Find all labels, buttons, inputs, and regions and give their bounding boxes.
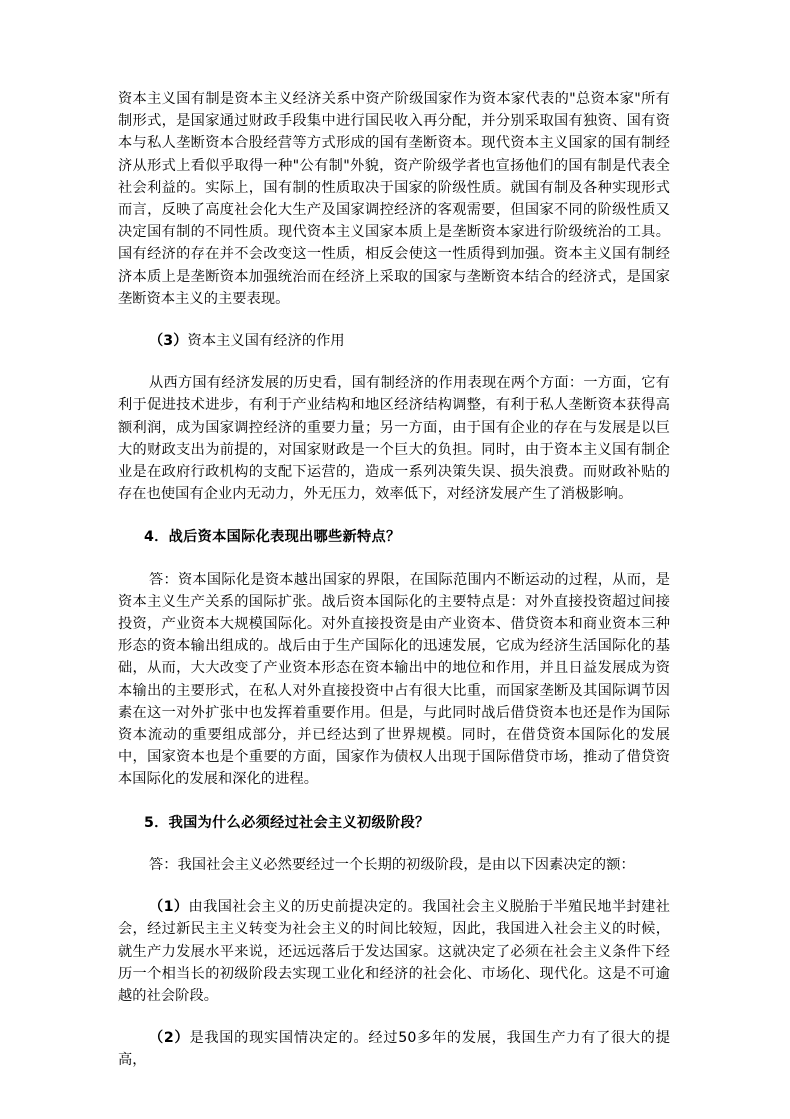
question-heading-4 <box>118 526 670 548</box>
question-number-4: 4． <box>144 529 169 546</box>
question-heading-5 <box>118 812 670 834</box>
spacer <box>118 505 670 526</box>
answer-paragraph-5-item-1 <box>118 896 670 1007</box>
spacer <box>118 791 670 812</box>
paragraph-western-state-economy-history: 从西方国有经济发展的历史看，国有制经济的作用表现在两个方面：一方面，它有利于促进技术进步，有利于产业结构和地区经济结构调整，有利于私人垄断资本获得高额利润，成为国家调控经济的重要力量；另一方面，由于国有企业的存在与发展是以巨大的财政支出为前提的，对国家财政是一个巨大的负担。同时，由于资本主义国有制企业是在政府行政机构的支配下运营的，造成一系列决策失误、损失浪费。而财政补贴的存在也使国有企业内无动力，外无压力，效率低下，对经济发展产生了消极影响。 <box>118 375 670 503</box>
list-number-1: （1） <box>149 899 189 916</box>
spacer <box>118 549 670 569</box>
list-text-2: 是我国的现实国情决定的。经过50多年的发展，我国生产力有了很大的提高， <box>118 1030 671 1069</box>
question-text-4: 战后资本国际化表现出哪些新特点？ <box>168 529 401 546</box>
spacer <box>118 1007 670 1027</box>
spacer <box>118 352 670 372</box>
spacer <box>118 876 670 896</box>
answer-paragraph-5-intro: 答：我国社会主义必然要经过一个长期的初级阶段，是由以下因素决定的额： <box>149 856 635 873</box>
paragraph-capitalist-state-ownership: 资本主义国有制是资本主义经济关系中资产阶级国家作为资本家代表的"总资本家"所有制形式，是国家通过财政手段集中进行国民收入再分配，并分别采取国有独资、国有资本与私人垄断资本合股经营等方式形成的国有垄断资本。现代资本主义国家的国有制经济从形式上看似乎取得一种"公有制"外貌，资产阶级学者也宣扬他们的国有制是代表全社会利益的。实际上，国有制的性质取决于国家的阶级性质。就国有制及各种实现形式而言，反映了高度社会化大生产及国家调控经济的客观需要，但国家不同的阶级性质又决定国有制的不同性质。现代资本主义国家本质上是垄断资本家进行阶级统治的工具。国有经济的存在并不会改变这一性质，相反会使这一性质得到加强。资本主义国有制经济本质上是垄断资本加强统治而在经济上采取的国家与垄断资本结合的经济式，是国家垄断资本主义的主要表现。 <box>118 91 670 307</box>
question-number-5: 5． <box>144 814 169 831</box>
answer-paragraph-5-item-2 <box>118 1027 670 1071</box>
list-text-1: 由我国社会主义的历史前提决定的。我国社会主义脱胎于半殖民地半封建社会，经过新民主主义转变为社会主义的时间比较短，因此，我国进入社会主义的时候，就生产力发展水平来说，还远远落后于发达国家。这就决定了必须在社会主义条件下经历一个相当长的初级阶段去实现工业化和经济的社会化、市场化、现代化。这是不可逾越的社会阶段。 <box>118 899 671 1004</box>
subheading-text: 资本主义国有经济的作用 <box>187 333 345 350</box>
spacer <box>118 310 670 330</box>
subheading-number: （3） <box>149 333 188 350</box>
document-text-column <box>118 88 670 1072</box>
spacer <box>118 834 670 854</box>
question-text-5: 我国为什么必须经过社会主义初级阶段？ <box>168 814 430 831</box>
list-number-2: （2） <box>149 1030 190 1047</box>
answer-paragraph-4: 答：资本国际化是资本越出国家的界限，在国际范围内不断运动的过程，从而，是资本主义生产关系的国际扩张。战后资本国际化的主要特点是：对外直接投资超过间接投资，产业资本大规模国际化。对外直接投资是由产业资本、借贷资本和商业资本三种形态的资本输出组成的。战后由于生产国际化的迅速发展，它成为经济生活国际化的基础，从而，大大改变了产业资本形态在资本输出中的地位和作用，并且日益发展成为资本输出的主要形式，在私人对外直接投资中占有很大比重，而国家垄断及其国际调节因素在这一对外扩张中也发挥着重要作用。但是，与此同时战后借贷资本也还是作为国际资本流动的重要组成部分，并已经达到了世界规模。同时，在借贷资本国际化的发展中，国家资本也是个重要的方面，国家作为债权人出现于国际借贷市场，推动了借贷资本国际化的发展和深化的进程。 <box>118 571 670 788</box>
subheading-role-of-state-economy <box>118 330 670 352</box>
